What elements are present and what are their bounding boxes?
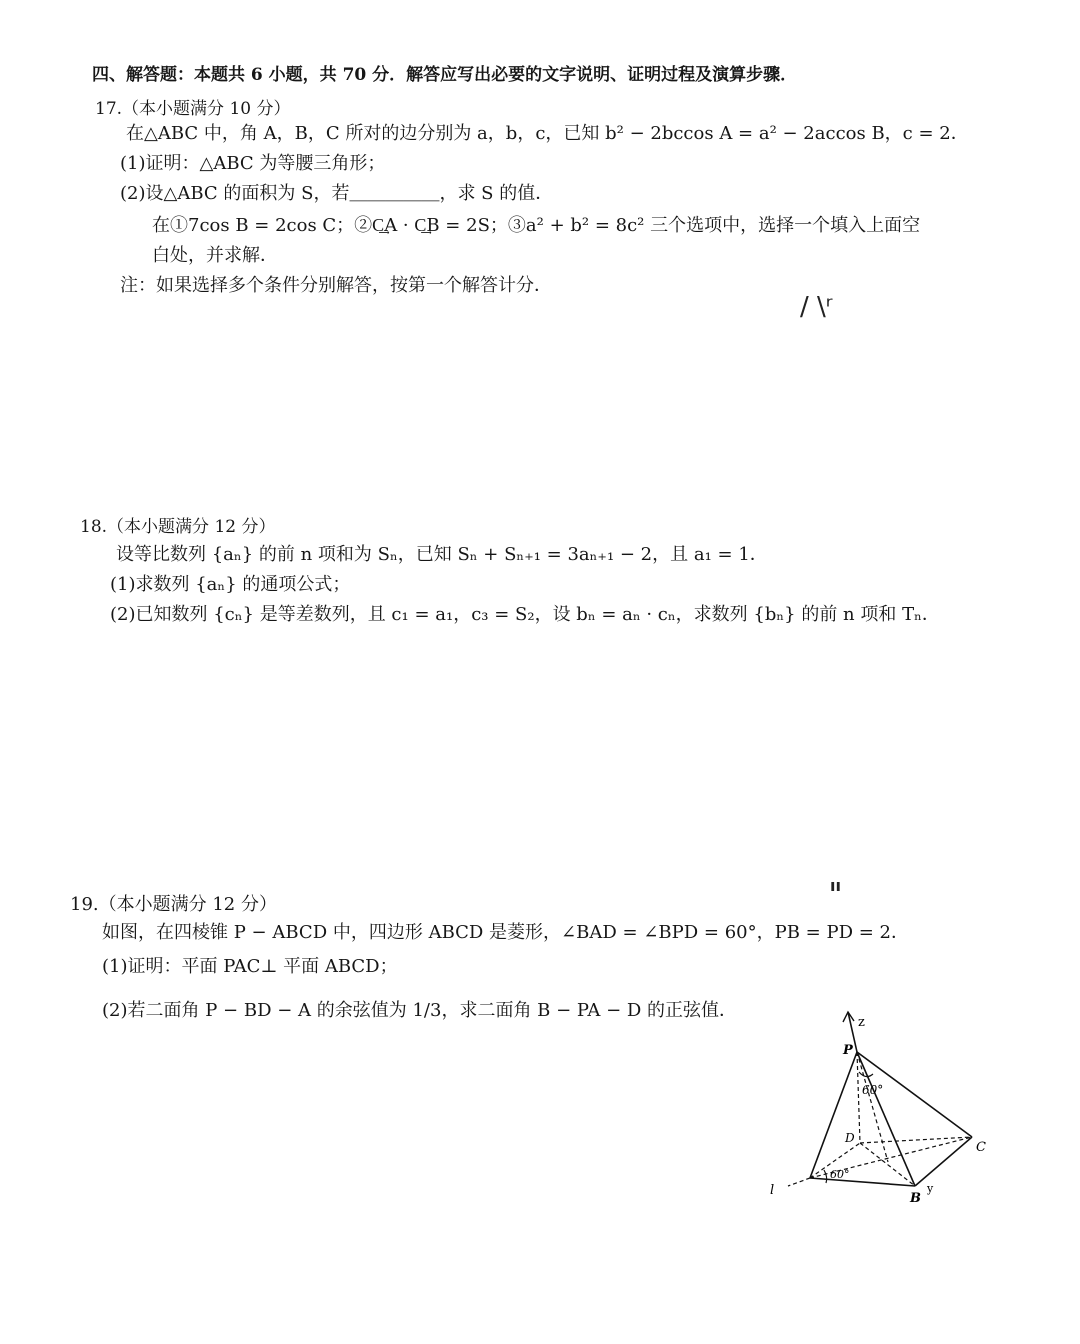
problem-17-part2: (2)设△ABC 的面积为 S，若＿＿＿＿＿，求 S 的值． [120, 183, 554, 204]
axis-label-y: y [927, 1182, 934, 1195]
label-C: C [976, 1140, 986, 1155]
label-angle-top: 60° [862, 1083, 884, 1097]
pyramid-figure [760, 1000, 1000, 1210]
section-title: 四、解答题：本题共 6 小题，共 70 分．解答应写出必要的文字说明、证明过程及演算步骤． [92, 65, 798, 85]
edge-BC [915, 1137, 972, 1186]
problem-17-note: 注：如果选择多个条件分别解答，按第一个解答计分． [120, 275, 552, 296]
problem-18-part1: (1)求数列 {aₙ} 的通项公式； [110, 574, 351, 595]
axis-line-left [788, 1178, 810, 1186]
problem-17-statement: 在△ABC 中，角 A，B，C 所对的边分别为 a，b，c，已知 b² − 2bccos A = a² − 2accos B，c = 2． [126, 123, 969, 144]
label-D: D [845, 1131, 855, 1145]
problem-19-statement: 如图，在四棱锥 P − ABCD 中，四边形 ABCD 是菱形，∠BAD = ∠BPD = 60°，PB = PD = 2． [102, 922, 909, 943]
label-B: B [910, 1191, 921, 1206]
edge-PD [857, 1052, 860, 1143]
problem-17-options-cont: 白处，并求解． [152, 245, 278, 266]
problem-17-part1: (1)证明：△ABC 为等腰三角形； [120, 153, 386, 174]
edge-PB [857, 1052, 915, 1186]
handwritten-mark: / \ʳ [800, 292, 833, 322]
label-angle-bottom: 60° [830, 1168, 850, 1181]
problem-17-options: 在①7cos B = 2cos C；②C͢A · C͢B = 2S；③a² + b² = 8c² 三个选项中，选择一个填入上面空 [152, 215, 921, 236]
problem-19-part1: (1)证明：平面 PAC⊥ 平面 ABCD； [102, 956, 398, 977]
axis-label-z: z [858, 1015, 865, 1030]
edge-DC [860, 1137, 972, 1143]
diagonal-BD [860, 1143, 915, 1186]
altitude-line [857, 1052, 888, 1162]
problem-18-title: 18.（本小题满分 12 分） [80, 517, 276, 537]
handwritten-mark-small: ıı [830, 876, 841, 895]
angle-arc-bottom [824, 1170, 827, 1183]
problem-19-title: 19.（本小题满分 12 分） [70, 894, 277, 915]
problem-18-part2: (2)已知数列 {cₙ} 是等差数列，且 c₁ = a₁，c₃ = S₂，设 bₙ = aₙ · cₙ，求数列 {bₙ} 的前 n 项和 Tₙ． [110, 604, 940, 625]
problem-17-title: 17.（本小题满分 10 分） [95, 99, 291, 119]
axis-label-l: l [770, 1183, 775, 1198]
problem-19-part2: (2)若二面角 P − BD − A 的余弦值为 1/3，求二面角 B − PA − D 的正弦值． [102, 1000, 738, 1021]
problem-18-statement: 设等比数列 {aₙ} 的前 n 项和为 Sₙ，已知 Sₙ + Sₙ₊₁ = 3aₙ₊₁ − 2，且 a₁ = 1． [116, 544, 768, 565]
edge-PA [810, 1052, 857, 1178]
label-P: P [843, 1043, 853, 1058]
